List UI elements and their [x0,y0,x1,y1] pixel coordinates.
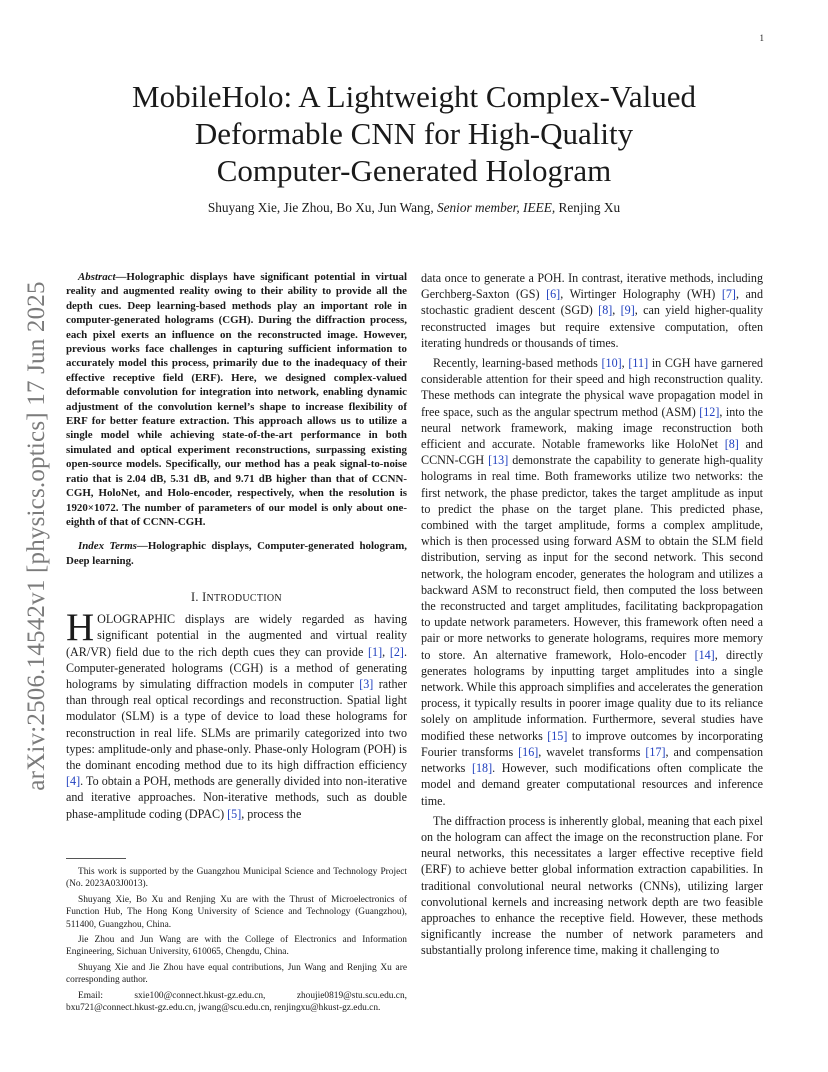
citation-link[interactable]: [5] [227,806,242,821]
paragraph-text: Recently, learning-based methods [433,356,602,371]
index-terms [66,539,407,568]
title-line-2: Deformable CNN for High-Quality [194,116,634,151]
citation-link[interactable]: [14] [694,647,715,662]
author-last: Renjing Xu [555,200,621,215]
paragraph-text: , Wirtinger Holography (WH) [560,287,722,302]
author-names: Shuyang Xie, Jie Zhou, Bo Xu, Jun Wang, [207,200,437,215]
citation-link[interactable]: [15] [547,728,568,743]
intro-p1-text [66,606,407,821]
index-terms-text: —Holographic displays, Computer-generated hologram, Deep learning. [66,540,407,567]
intro-paragraph-3: The diffraction process is inherently global, meaning that each pixel on the hologram can affect the image on the reconstruction plane. For neural networks, this necessitates a larger effective receptive field (ERF) to achieve better global information extraction capabilities. In traditional convolutional neural networks (CNNs), utilizing larger convolutional kernels and increasing network depth are two feasible approaches to enhance the receptive field. However, these methods significantly increase the number of network parameters and substantially prolong inference time, making it challenging to [421,813,763,958]
intro-paragraph-1 [66,606,407,822]
citation-link[interactable]: [2] [389,644,404,659]
citation-link[interactable]: [8] [724,437,739,452]
intro-paragraph-2 [421,355,763,809]
abstract-text: —Holographic displays have significant potential in virtual reality and augmented reality owing to their ability to provide all the depth cues. Deep learning-based methods play an important role in computer-generated holograms (CGH). During the diffraction process, each pixel exerts an influence on the reconstructed image. However, previous works face challenges in capturing sufficient information to accurately model this process, primarily due to the inadequacy of their effective receptive field (ERF). Here, we designed complex-valued deformable convolution for integration into network, enabling dynamic adjustment of the convolution kernel’s shape to increase flexibility of ERF for better feature extraction. This approach allows us to utilize a single model while achieving state-of-the-art performance in both simulated and optical experiment reconstructions, surpassing existing open-source models. Specifically, our method has a peak signal-to-noise ratio that is 2.04 dB, 5.31 dB, and 9.71 dB higher than that of CCNN-CGH, HoloNet, and Holo-encoder, respectively, when the resolution is 1920×1072. The number of parameters of our model is only about one-eighth of that of CCNN-CGH. [66,271,407,528]
citation-link[interactable]: [1] [368,644,383,659]
right-column [421,270,763,959]
citation-link[interactable]: [4] [66,774,81,789]
footnote-contribution: Shuyang Xie and Jie Zhou have equal contributions, Jun Wang and Renjing Xu are corresponding author. [66,962,407,986]
citation-link[interactable]: [9] [620,303,635,318]
section-number: I. [191,590,203,605]
paragraph-text: , and stochastic gradient descent (SGD) [421,287,763,318]
author-role: Senior member, IEEE, [436,200,556,215]
footnotes [66,866,407,1017]
paragraph-text: , process the [241,806,302,821]
drop-cap: H [66,606,95,650]
paragraph-text: , wavelet transforms [538,744,646,759]
citation-link[interactable]: [3] [359,676,374,691]
page-number: 1 [759,33,764,43]
citation-link[interactable]: [17] [645,744,666,759]
paper-title [0,78,828,189]
section-first-letter: I [202,590,207,605]
paragraph-text: , can yield higher-quality reconstructed images but require extensive computation, often iterating hundreds or thousands of times. [421,303,764,350]
footnote-email: Email: sxie100@connect.hkust-gz.edu.cn, zhoujie0819@stu.scu.edu.cn, bxu721@connect.hkust-gz.edu.cn, jwang@scu.edu.cn, renjingxu@hkust-gz.edu.cn. [66,990,407,1014]
footnote-rule [66,858,126,859]
citation-link[interactable]: [7] [721,287,736,302]
paragraph-text: , and compensation networks [421,744,764,776]
paragraph-text: , [612,303,621,318]
paragraph-text: to improve outcomes by incorporating Fourier transforms [421,728,763,759]
abstract-lead: Abstract [78,271,116,283]
left-column [66,270,407,822]
paragraph-text: rather than through real optical recordings and reconstruction. Spatial light modulator (SLM) is a type of device to load these holograms for reconstruction in real life. SLMs are primarily categorized into two types: amplitude-only and phase-only. Phase-only Hologram (POH) is the dominant encoding method due to its high diffraction efficiency [66,676,407,772]
citation-link[interactable]: [18] [471,761,493,776]
paragraph-text: , directly generates holograms by inputting target amplitudes into a single network. While this approach simplifies and accelerates the generation process, it typically results in poorer image quality due to its reliance solely on amplitude information. Furthermore, several studies have modified these networks [421,647,763,743]
abstract [66,270,407,529]
title-line-1: MobileHolo: A Lightweight Complex-Valued [132,79,696,114]
section-heading [66,590,407,605]
paragraph-text: , [621,356,629,371]
paragraph-text: . However, such modifications often complicate the model and demand greater computational resources and inference time. [421,761,764,808]
intro-caps: OLOGRAPHIC [97,612,176,627]
footnote-funding: This work is supported by the Guangzhou Municipal Science and Technology Project (No. 2023A03J0013). [66,867,407,890]
citation-link[interactable]: [6] [546,287,561,302]
footnote-affiliation-2: Jie Zhou and Jun Wang are with the College of Electronics and Information Engineering, Sichuan University, 610065, Chengdu, China. [66,935,407,958]
citation-link[interactable]: [11] [628,356,649,371]
paragraph-text: demonstrate the capability to generate high-quality holograms in real time. Both frameworks utilize two networks: the first network, the phase predictor, takes the target amplitude as input to predict the phase on the target plane. This predicted phase, combined with the target amplitude, forms a complex amplitude, which is then processed using forward ASM to obtain the SLM field distribution, serving as input for the second network. This second network, the hologram encoder, generates the hologram and utilizes a backward ASM to reconstruct field, then computed the loss between the reconstructed and target amplitudes, facilitating backpropagation to update network parameters. However, this framework often need a pair or more networks to generate holograms, requires more memory to store. An alternative framework, Holo-encoder [421,453,763,662]
intro-paragraph-1-cont [421,270,763,351]
citation-link[interactable]: [16] [518,744,539,759]
paragraph-text: displays are widely regarded as having significant potential in the augmented and virtual reality (AR/VR) field due to the rich depth cues they can provide [66,612,407,659]
paragraph-text: . Computer-generated holograms (CGH) is a method of generating holograms by simulating diffraction models in computer [66,644,407,691]
paragraph-text: . To obtain a POH, methods are generally divided into non-iterative and iterative approaches. Non-iterative methods, such as double phase-amplitude coding (DPAC) [66,774,407,821]
citation-link[interactable]: [8] [598,303,613,318]
section-title-rest: NTRODUCTION [206,593,282,605]
arxiv-stamp-text: arXiv:2506.14542v1 [physics.optics] 17 Jun 2025 [23,281,50,791]
citation-link[interactable]: [10] [601,356,622,371]
author-list [0,200,828,216]
paragraph-text: data once to generate a POH. In contrast, iterative methods, including Gerchberg-Saxton (GS) [421,271,763,302]
index-terms-lead: Index Terms [78,540,137,553]
title-line-3: Computer-Generated Hologram [216,153,612,188]
paragraph-text: in CGH have garnered considerable attention for their speed and high reconstruction quality. These methods can integrate the physical wave propagation model in free space, such as the angular spectrum method (ASM) [421,356,763,419]
citation-link[interactable]: [13] [488,453,509,468]
footnote-affiliation-1: Shuyang Xie, Bo Xu and Renjing Xu are with the Thrust of Microelectronics of Function Hub, The Hong Kong University of Science and Technology (Guangzhou), 511400, Guangzhou, China. [66,894,407,930]
citation-link[interactable]: [12] [699,404,720,419]
paragraph-text: , [382,644,390,659]
paragraph-text: , into the neural network framework, making image reconstruction both efficient and accurate. Notable frameworks like HoloNet [421,404,763,452]
paragraph-text: and CCNN-CGH [421,437,763,468]
